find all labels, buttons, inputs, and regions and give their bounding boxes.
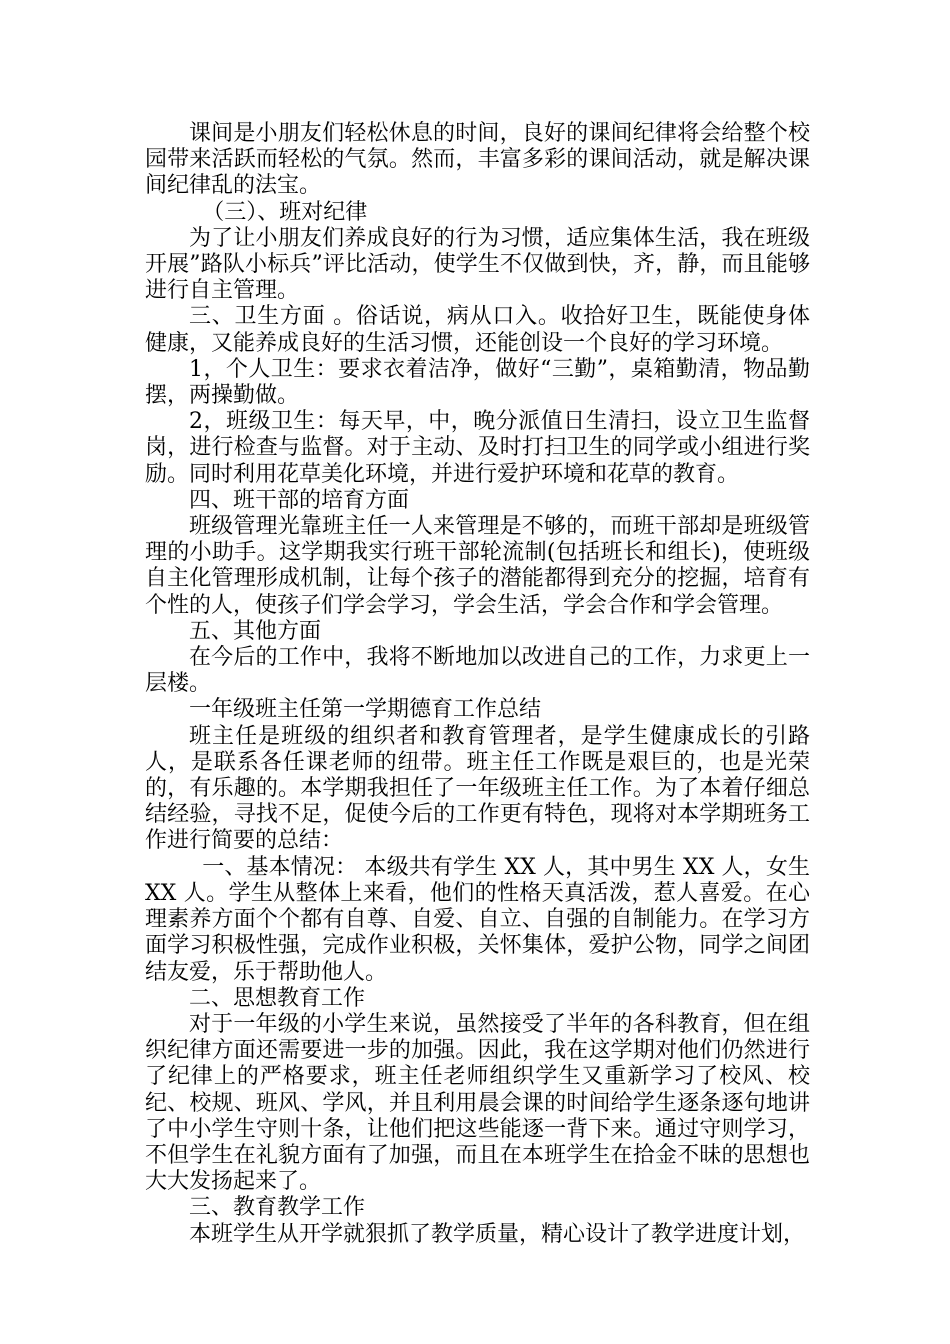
document-title: 一年级班主任第一学期德育工作总结 xyxy=(189,697,542,723)
paragraph-hygiene: 三、卫生方面 。俗话说，病从口入。收拾好卫生，既能使身体健康，又能养成良好的生活习惯，还能创设一个良好的学习环境。 xyxy=(145,304,810,356)
paragraph-line-up-activity: 为了让小朋友们养成良好的行为习惯，适应集体生活，我在班级开展”路队小标兵”评比活动，使学生不仅做到快，齐，静，而且能够进行自主管理。 xyxy=(145,225,810,304)
heading-class-cadres: 四、班干部的培育方面 xyxy=(189,487,410,513)
paragraph-introduction: 班主任是班级的组织者和教育管理者，是学生健康成长的引路人，是联系各任课老师的纽带。班主任工作既是艰巨的，也是光荣的，有乐趣的。本学期我担任了一年级班主任工作。为了本着仔细总结经验，寻找不足，促使今后的工作更有特色，现将对本学期班务工作进行简要的总结： xyxy=(145,723,810,854)
paragraph-personal-hygiene: 1，个人卫生：要求衣着洁净，做好“三勤”，桌箱勤清，物品勤摆，两操勤做。 xyxy=(145,356,810,409)
heading-team-discipline: （三）、班对纪律 xyxy=(202,199,368,225)
document-page xyxy=(145,121,810,1248)
paragraph-ideological-education: 对于一年级的小学生来说，虽然接受了半年的各科教育，但在组织纪律方面还需要进一步的加强。因此，我在这学期对他们仍然进行了纪律上的严格要求，班主任老师组织学生又重新学习了校风、校纪、校规、班风、学风，并且利用晨会课的时间给学生逐条逐句地讲了中小学生守则十条，让他们把这些能逐一背下来。通过守则学习，不但学生在礼貌方面有了加强，而且在本班学生在拾金不昧的思想也大大发扬起来了。 xyxy=(145,1011,810,1195)
paragraph-recess-discipline: 课间是小朋友们轻松休息的时间，良好的课间纪律将会给整个校园带来活跃而轻松的气氛。然而，丰富多彩的课间活动，就是解决课间纪律乱的法宝。 xyxy=(145,121,810,199)
heading-ideological-education: 二、思想教育工作 xyxy=(189,985,366,1011)
paragraph-class-cadres: 班级管理光靠班主任一人来管理是不够的，而班干部却是班级管理的小助手。这学期我实行班干部轮流制(包括班长和组长)，使班级自主化管理形成机制，让每个孩子的潜能都得到充分的挖掘，培育有个性的人，使孩子们学会学习，学会生活，学会合作和学会管理。 xyxy=(145,514,810,618)
paragraph-teaching-work: 本班学生从开学就狠抓了教学质量，精心设计了教学进度计划， xyxy=(189,1221,806,1247)
paragraph-basic-situation: 一、基本情况： 本级共有学生 XX 人，其中男生 XX 人，女生 XX 人。学生从整体上来看，他们的性格天真活泼，惹人喜爱。在心理素养方面个个都有自尊、自爱、自立、自强的自制能力。在学习方面学习积极性强，完成作业积极，关怀集体，爱护公物，同学之间团结友爱，乐于帮助他人。 xyxy=(145,854,810,985)
heading-teaching-work: 三、教育教学工作 xyxy=(189,1195,366,1221)
paragraph-class-hygiene: 2，班级卫生：每天早，中，晚分派值日生清扫，设立卫生监督岗，进行检查与监督。对于主动、及时打扫卫生的同学或小组进行奖励。同时利用花草美化环境，并进行爱护环境和花草的教育。 xyxy=(145,409,810,487)
heading-other-aspects: 五、其他方面 xyxy=(189,618,322,644)
paragraph-future-work: 在今后的工作中，我将不断地加以改进自己的工作，力求更上一层楼。 xyxy=(145,645,810,697)
